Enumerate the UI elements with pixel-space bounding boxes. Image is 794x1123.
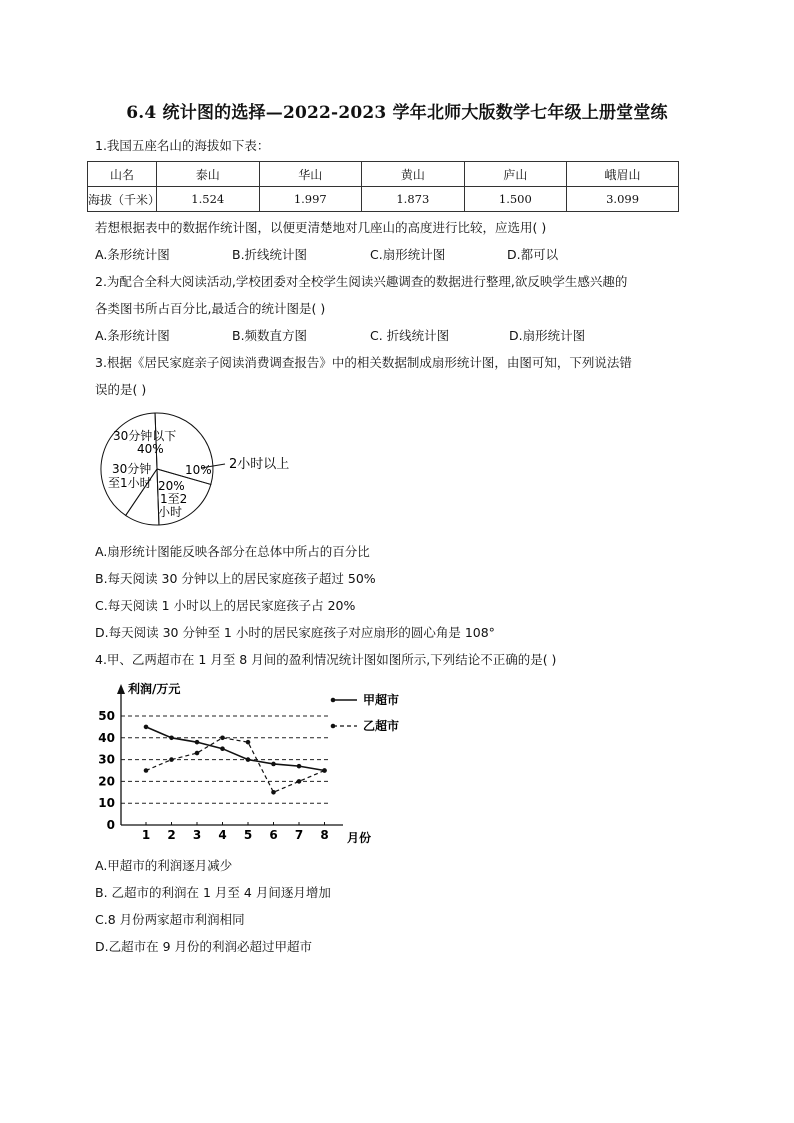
table-cell: 1.500 (464, 187, 567, 212)
pie-label-s1-line2: 40% (137, 442, 164, 456)
y-axis-arrow (117, 684, 125, 694)
x-tick-label: 3 (192, 828, 202, 842)
q1-option-a: A.条形统计图 (95, 247, 170, 262)
y-tick-label: 50 (98, 709, 115, 723)
table-cell: 泰山 (157, 162, 260, 187)
series-1-point (297, 764, 302, 769)
pie-label-s3-line1: 1至2 (160, 492, 188, 506)
legend-label-1: 甲超市 (363, 693, 400, 707)
series-1-point (271, 762, 276, 767)
x-tick-label: 5 (243, 828, 253, 842)
q3-option-d: D.每天阅读 30 分钟至 1 小时的居民家庭孩子对应扇形的圆心角是 108° (95, 625, 495, 640)
series-1-point (144, 725, 149, 730)
x-tick-label: 6 (269, 828, 278, 842)
series-2-point (169, 757, 174, 762)
pie-label-s3-pct: 20% (158, 479, 185, 493)
table-row (88, 187, 679, 212)
table-cell: 峨眉山 (567, 162, 679, 187)
q3-option-a: A.扇形统计图能反映各部分在总体中所占的百分比 (95, 544, 370, 559)
legend-label-2: 乙超市 (363, 719, 400, 733)
q2-option-a: A.条形统计图 (95, 328, 170, 343)
series-line-1 (146, 727, 325, 771)
pie-label-s2-line1: 30分钟 (112, 462, 152, 476)
q2-stem-line2: 各类图书所占百分比,最适合的统计图是( ) (95, 301, 326, 316)
series-1-point (246, 757, 251, 762)
table-cell: 3.099 (567, 187, 679, 212)
x-tick-label: 1 (141, 828, 151, 842)
q1-question: 若想根据表中的数据作统计图，以便更清楚地对几座山的高度进行比较，应选用( ) (95, 220, 547, 235)
q4-option-c: C.8 月份两家超市利润相同 (95, 912, 245, 927)
legend-marker-2 (331, 724, 336, 729)
table-cell: 1.997 (259, 187, 362, 212)
x-tick-label: 8 (320, 828, 329, 842)
table-cell: 华山 (259, 162, 362, 187)
q2-stem-line1: 2.为配合全科大阅读活动,学校团委对全校学生阅读兴趣调查的数据进行整理,欲反映学生感兴趣的 (95, 274, 628, 289)
q3-option-b: B.每天阅读 30 分钟以上的居民家庭孩子超过 50% (95, 571, 376, 586)
series-2-point (271, 790, 276, 795)
series-1-point (169, 736, 174, 741)
y-tick-label: 0 (106, 818, 115, 832)
table-cell: 黄山 (362, 162, 465, 187)
series-2-point (144, 768, 149, 773)
q4-stem: 4.甲、乙两超市在 1 月至 8 月间的盈利情况统计图如图所示,下列结论不正确的是( ) (95, 652, 557, 667)
table-header-row (88, 162, 679, 187)
y-tick-label: 40 (98, 730, 115, 745)
q3-stem-line1: 3.根据《居民家庭亲子阅读消费调查报告》中的相关数据制成扇形统计图，由图可知，下列说法错 (95, 355, 632, 370)
q4-option-d: D.乙超市在 9 月份的利润必超过甲超市 (95, 939, 312, 954)
pie-label-s2-line2: 至1小时 (108, 476, 152, 490)
q1-option-c: C.扇形统计图 (370, 247, 446, 262)
series-2-point (220, 736, 225, 741)
x-tick-label: 2 (167, 828, 176, 842)
altitude-table (87, 161, 679, 212)
series-2-point (195, 751, 200, 756)
q3-option-c: C.每天阅读 1 小时以上的居民家庭孩子占 20% (95, 598, 356, 613)
pie-chart (95, 412, 325, 532)
q4-option-b: B. 乙超市的利润在 1 月至 4 月间逐月增加 (95, 885, 331, 900)
table-cell: 海拔（千米） (88, 187, 157, 212)
q1-option-d: D.都可以 (507, 247, 559, 262)
table-cell: 1.524 (157, 187, 260, 212)
pie-label-s4-pct: 10% (185, 463, 212, 477)
q3-stem-line2: 误的是( ) (95, 382, 147, 397)
y-axis-label: 利润/万元 (128, 682, 181, 696)
table-cell: 庐山 (464, 162, 567, 187)
line-chart (95, 678, 425, 848)
series-1-point (220, 746, 225, 751)
pie-label-s1-line1: 30分钟以下 (113, 429, 177, 443)
series-2-point (322, 768, 327, 773)
table-cell: 山名 (88, 162, 157, 187)
x-tick-label: 4 (218, 828, 227, 842)
legend-marker-1 (331, 698, 336, 703)
q2-option-b: B.频数直方图 (232, 328, 308, 343)
q1-stem: 1.我国五座名山的海拔如下表： (95, 138, 270, 153)
q2-option-d: D.扇形统计图 (509, 328, 586, 343)
y-tick-label: 10 (98, 796, 115, 811)
q1-option-b: B.折线统计图 (232, 247, 308, 262)
y-tick-label: 20 (98, 774, 115, 789)
page-title: 6.4 统计图的选择—2022-2023 学年北师大版数学七年级上册堂堂练 (126, 103, 668, 123)
y-tick-label: 30 (98, 752, 115, 767)
series-2-point (246, 740, 251, 745)
series-2-point (297, 779, 302, 784)
pie-label-s3-line2: 小时 (158, 505, 183, 519)
series-1-point (195, 740, 200, 745)
pie-label-s4-callout: 2小时以上 (229, 457, 290, 472)
x-tick-label: 7 (294, 828, 304, 842)
q2-option-c: C. 折线统计图 (370, 328, 450, 343)
table-cell: 1.873 (362, 187, 465, 212)
x-axis-label: 月份 (347, 831, 372, 845)
q4-option-a: A.甲超市的利润逐月减少 (95, 858, 233, 873)
